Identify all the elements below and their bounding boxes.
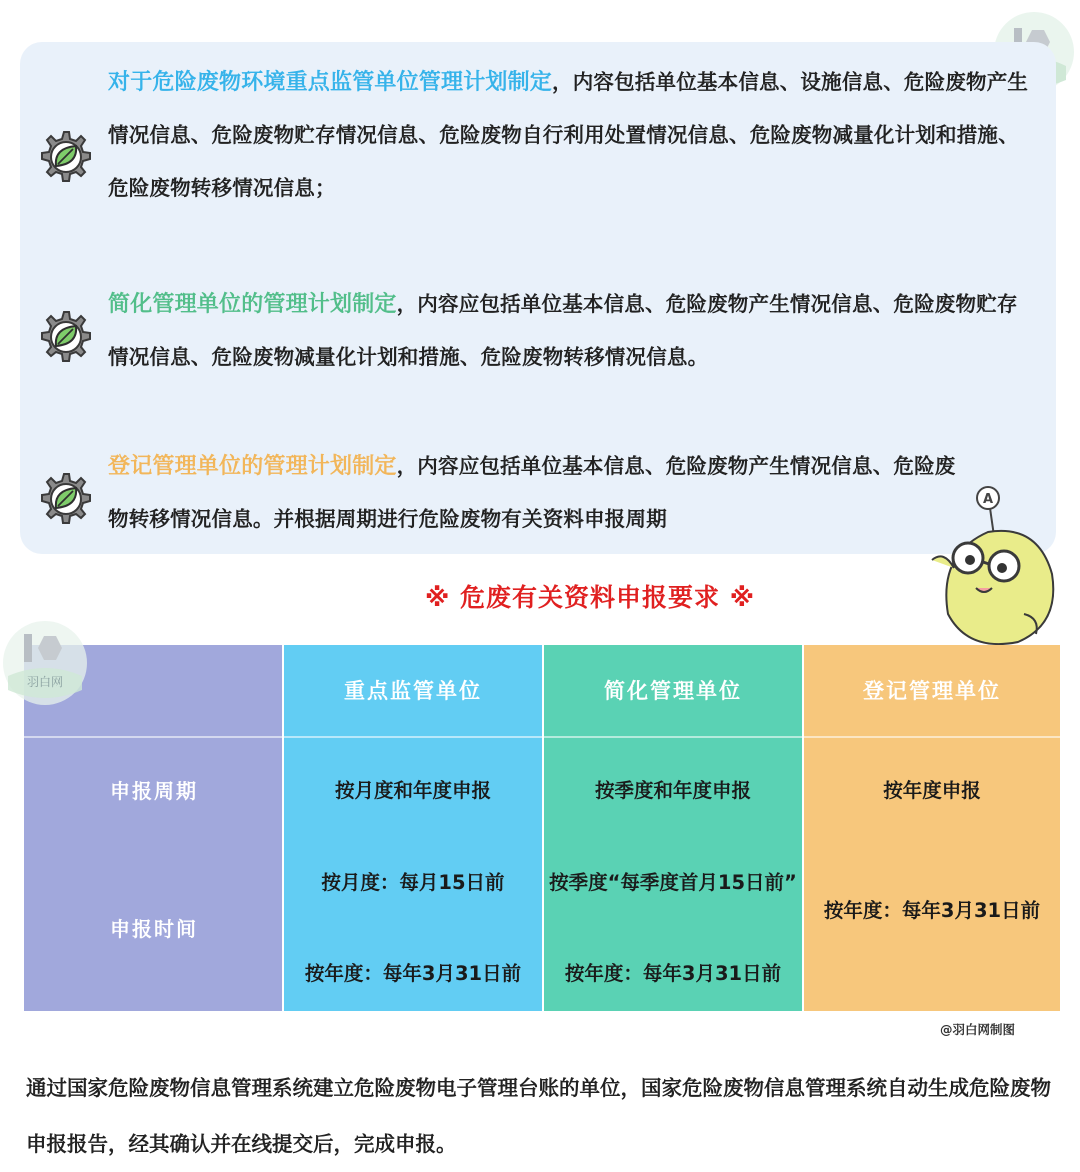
item-registered [20, 440, 1056, 550]
item-highlight: 简化管理单位的管理计划制定 [108, 292, 397, 317]
logo-text: 羽白网 [26, 675, 64, 689]
item-body: ，内容应包括单位基本信息、危险废物产生情况信息、危险废物贮存情况信息、危险废物减量化计划和措施、危险废物转移情况信息。 [108, 292, 1018, 369]
footer-paragraph: 通过国家危险废物信息管理系统建立危险废物电子管理台账的单位，国家危险废物信息管理系统自动生成危险废物申报报告，经其确认并在线提交后，完成申报。 [26, 1076, 1051, 1156]
header-key-supervision: 重点监管单位 [344, 679, 482, 703]
section-title: ※ 危废有关资料申报要求 ※ [424, 583, 756, 612]
item-key-supervision [20, 56, 1056, 216]
item-simplified [20, 278, 1056, 388]
time-registered-yearly: 按年度：每年3月31日前 [823, 899, 1041, 922]
item-highlight: 对于危险废物环境重点监管单位管理计划制定 [108, 70, 553, 95]
item-highlight: 登记管理单位的管理计划制定 [108, 454, 397, 479]
time-key-yearly: 按年度：每年3月31日前 [304, 962, 522, 985]
info-card [20, 42, 1056, 554]
item-body: ，内容包括单位基本信息、设施信息、危险废物产生情况信息、危险废物贮存情况信息、危险废物自行利用处置情况信息、危险废物减量化计划和措施、危险废物转移情况信息； [108, 70, 1029, 200]
header-registered: 登记管理单位 [863, 679, 1001, 703]
brand-logo-watermark [0, 618, 90, 708]
column-simplified [544, 645, 802, 1011]
item-body: ，内容应包括单位基本信息、危险废物产生情况信息、危险废物转移情况信息。并根据周期进行危险废物有关资料申报周期 [108, 454, 956, 531]
column-key-supervision [284, 645, 542, 1011]
period-registered: 按年度申报 [883, 779, 981, 802]
time-simplified-quarterly: 按季度“每季度首月15日前” [549, 871, 797, 894]
period-key-supervision: 按月度和年度申报 [334, 779, 491, 802]
mascot-illustration [928, 484, 1064, 654]
row-label-period: 申报周期 [110, 779, 198, 803]
gear-leaf-icon [34, 308, 94, 368]
gear-leaf-icon [34, 470, 94, 530]
requirements-table [24, 645, 1060, 1011]
gear-leaf-icon [34, 128, 94, 188]
column-registered [804, 645, 1060, 1011]
item-text [108, 278, 1038, 384]
period-simplified: 按季度和年度申报 [594, 779, 751, 802]
header-simplified: 简化管理单位 [604, 679, 742, 703]
image-credit: @羽白网制图 [940, 1022, 1016, 1037]
item-text [108, 440, 968, 546]
item-text [108, 56, 1038, 215]
table-divider [24, 736, 1060, 738]
svg-text:A: A [982, 492, 994, 507]
time-simplified-yearly: 按年度：每年3月31日前 [564, 962, 782, 985]
row-label-time: 申报时间 [110, 917, 198, 941]
time-key-monthly: 按月度：每月15日前 [321, 871, 505, 894]
